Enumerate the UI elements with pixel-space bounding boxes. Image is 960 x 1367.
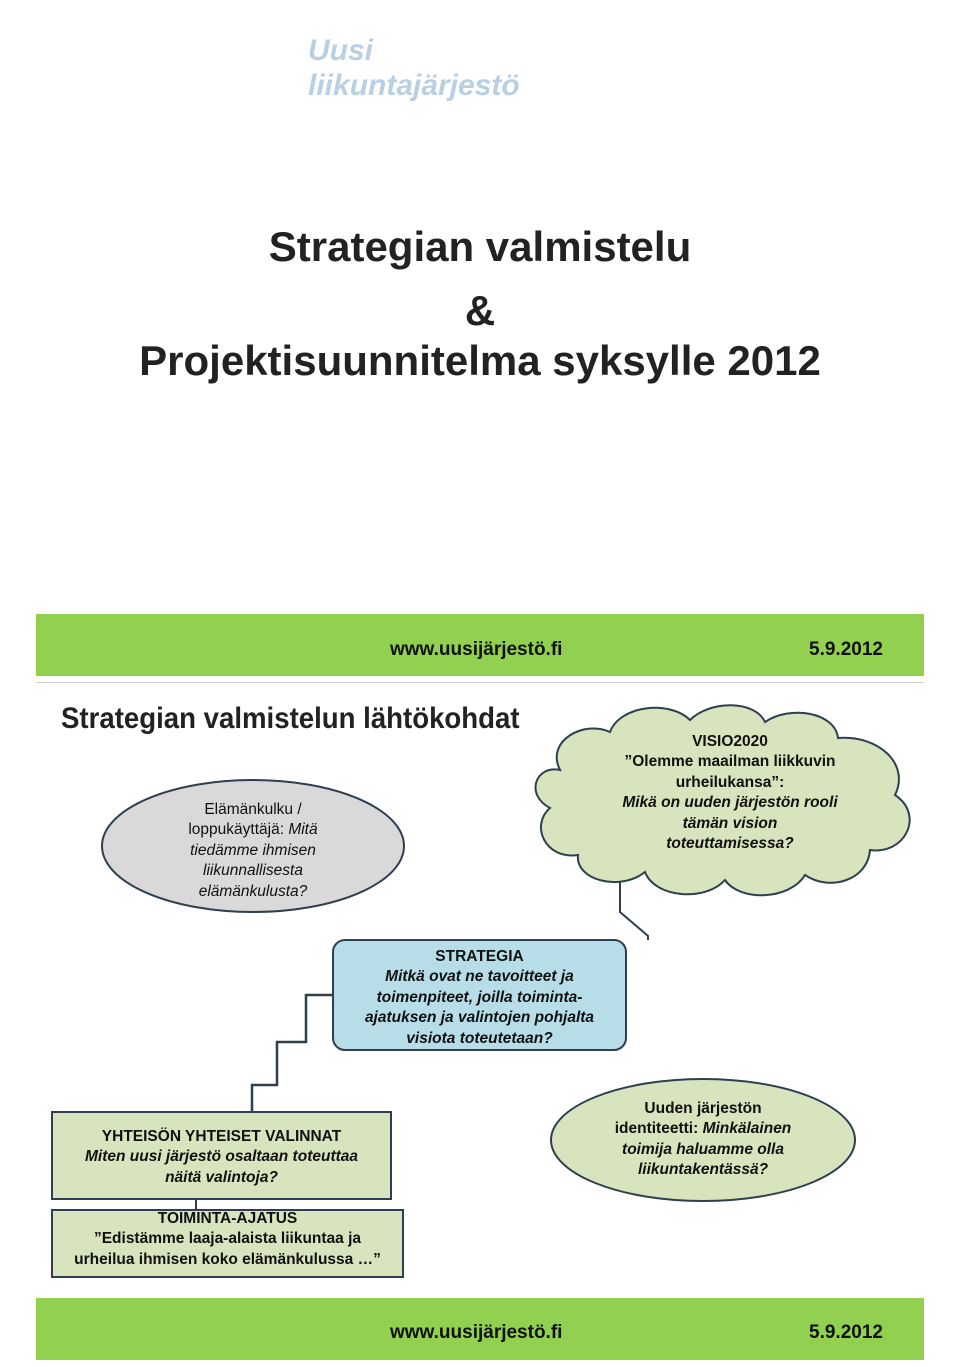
slide-title-line-1: Strategian valmistelu	[268, 223, 692, 270]
slide2-title: Strategian valmistelun lähtökohdat	[61, 702, 520, 735]
lifecourse-line-1: Elämänkulku /	[204, 801, 302, 818]
lifecourse-line-3: tiedämme ihmisen	[190, 841, 316, 859]
strategy-text	[333, 947, 626, 1049]
identity-text	[568, 1099, 838, 1181]
lifecourse-text	[150, 800, 356, 902]
mission-line-1: ”Edistämme laaja-alaista liikuntaa ja	[93, 1230, 362, 1248]
brand-line-2: liikuntajärjestö	[308, 68, 520, 102]
connector-cloud-to-strategy	[620, 876, 648, 940]
mission-heading: TOIMINTA-AJATUS	[157, 1210, 298, 1227]
lifecourse-line-5: elämänkulusta?	[198, 882, 308, 900]
identity-line-4: liikuntakentässä?	[637, 1161, 769, 1179]
lifecourse-line-2-italic: Mitä	[288, 821, 318, 839]
choices-line-1: Miten uusi järjestö osaltaan toteuttaa	[84, 1148, 359, 1166]
identity-line-2	[568, 1119, 838, 1139]
lifecourse-line-4: liikunnallisesta	[203, 862, 303, 880]
strategy-line-3: ajatuksen ja valintojen pohjalta	[364, 1009, 595, 1027]
choices-text	[52, 1127, 391, 1188]
lifecourse-line-2-plain: loppukäyttäjä:	[188, 821, 289, 839]
vision-line-4: tämän vision	[682, 814, 778, 832]
vision-line-5: toteuttamisessa?	[666, 835, 794, 853]
vision-line-2: urheilukansa”:	[675, 773, 785, 791]
connector-strategy-to-choices	[252, 995, 333, 1112]
footer-date: 5.9.2012	[809, 639, 883, 660]
strategy-line-2: toimenpiteet, joilla toiminta-	[376, 988, 583, 1006]
brand-line-1: Uusi	[308, 34, 374, 67]
slide2-footer	[36, 1298, 924, 1360]
footer-url-2: www.uusijärjestö.fi	[390, 1322, 563, 1343]
mission-text	[52, 1209, 403, 1270]
strategy-line-1: Mitkä ovat ne tavoitteet ja	[385, 968, 574, 986]
strategy-line-4: visiota toteutetaan?	[406, 1029, 553, 1047]
strategy-heading: STRATEGIA	[435, 948, 524, 965]
identity-line-2-plain: identiteetti:	[614, 1120, 703, 1138]
slide-title-ampersand: &	[464, 287, 496, 334]
footer-date-2: 5.9.2012	[809, 1322, 883, 1343]
lifecourse-line-2	[150, 820, 356, 840]
vision-text	[580, 732, 880, 855]
slide-title-line-3: Projektisuunnitelma syksylle 2012	[139, 337, 821, 384]
choices-heading: YHTEISÖN YHTEISET VALINNAT	[101, 1128, 342, 1145]
footer-url: www.uusijärjestö.fi	[390, 639, 563, 660]
choices-line-2: näitä valintoja?	[165, 1168, 278, 1186]
identity-line-1: Uuden järjestön	[644, 1100, 762, 1117]
vision-line-1: ”Olemme maailman liikkuvin	[624, 753, 836, 771]
mission-line-2: urheilua ihmisen koko elämänkulussa …”	[74, 1250, 381, 1268]
identity-line-2-italic: Minkälainen	[702, 1120, 792, 1138]
vision-heading: VISIO2020	[692, 733, 768, 750]
vision-line-3: Mikä on uuden järjestön rooli	[622, 794, 838, 812]
identity-line-3: toimija haluamme olla	[622, 1140, 784, 1158]
